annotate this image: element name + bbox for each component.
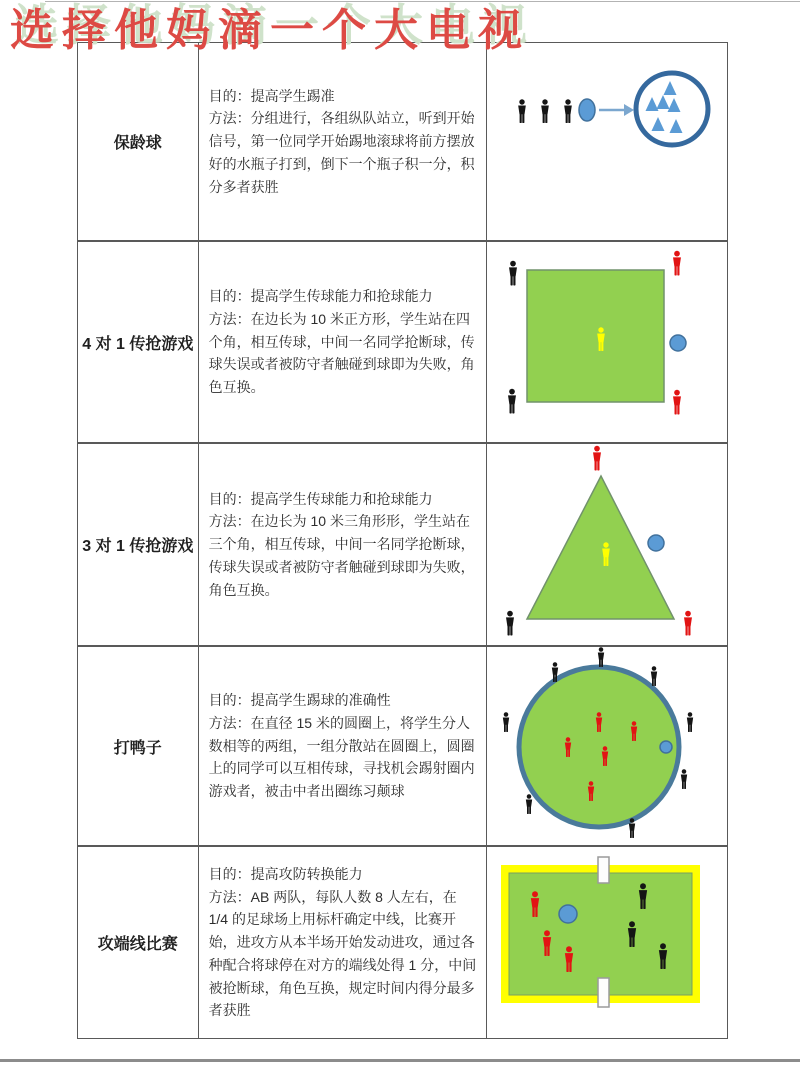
method-text: 方法：在直径 15 米的圆圈上，将学生分人数相等的两组，一组分散站在圆圈上，圆圈上的同学可以互相传球，寻找机会踢射圈内游戏者，被击中者出圈练习颠球: [208, 714, 475, 799]
purpose-text: 目的：提高学生踢球的准确性: [208, 692, 391, 709]
method-text: 方法：分组进行，各组纵队站立，听到开始信号，第一位同学开始踢地滚球将前方摆放好的水瓶子打到，倒下一个瓶子积一分，积分多者获胜: [208, 110, 475, 195]
game-description: [199, 847, 487, 1038]
end-line-game-field-diagram: [487, 847, 727, 1038]
method-text: 方法：在边长为 10 米正方形，学生站在四个角，相互传球，中间一名同学抢断球，传球失误或者被防守者触碰到球即为失败，角色互换。: [208, 310, 475, 395]
table-row-duck-hunt: [78, 647, 727, 847]
square-passing-diagram: [487, 242, 727, 442]
duck-hunt-circle-diagram: [487, 647, 727, 845]
purpose-text: 目的：提高攻防转换能力: [208, 866, 363, 883]
game-description: [199, 43, 487, 240]
game-description: [199, 444, 487, 645]
watermark-title: 选择他妈滴一个大电视: [10, 5, 530, 56]
purpose-text: 目的：提高学生踢准: [208, 87, 335, 104]
game-description: [199, 242, 487, 442]
game-name: 攻端线比赛: [78, 847, 199, 1038]
method-text: 方法：AB 两队，每队人数 8 人左右，在 1/4 的足球场上用标杆确定中线，比赛开始，进攻方从本半场开始发动进攻，通过各种配合将球停在对方的端线处得 1 分，中间被抢断球，角色互换，规定时间内得分最多者获胜: [208, 888, 477, 1019]
purpose-text: 目的：提高学生传球能力和抢球能力: [208, 288, 433, 305]
game-name: 保龄球: [78, 43, 199, 240]
table-row-4v1: [78, 242, 727, 444]
table-row-end-line: [78, 847, 727, 1038]
bottom-divider-line: [0, 1059, 800, 1062]
game-name: 3 对 1 传抢游戏: [78, 444, 199, 645]
purpose-text: 目的：提高学生传球能力和抢球能力: [208, 490, 433, 507]
bowling-drill-diagram: [487, 43, 727, 240]
game-description: [199, 647, 487, 845]
method-text: 方法：在边长为 10 米三角形形，学生站在三个角，相互传球，中间一名同学抢断球，传球失误或者被防守者触碰到球即为失败，角色互换。: [208, 513, 475, 598]
games-table: [77, 42, 728, 1039]
game-name: 4 对 1 传抢游戏: [78, 242, 199, 442]
table-row-bowling: [78, 43, 727, 242]
table-row-3v1: [78, 444, 727, 647]
triangle-passing-diagram: [487, 444, 727, 645]
game-name: 打鸭子: [78, 647, 199, 845]
